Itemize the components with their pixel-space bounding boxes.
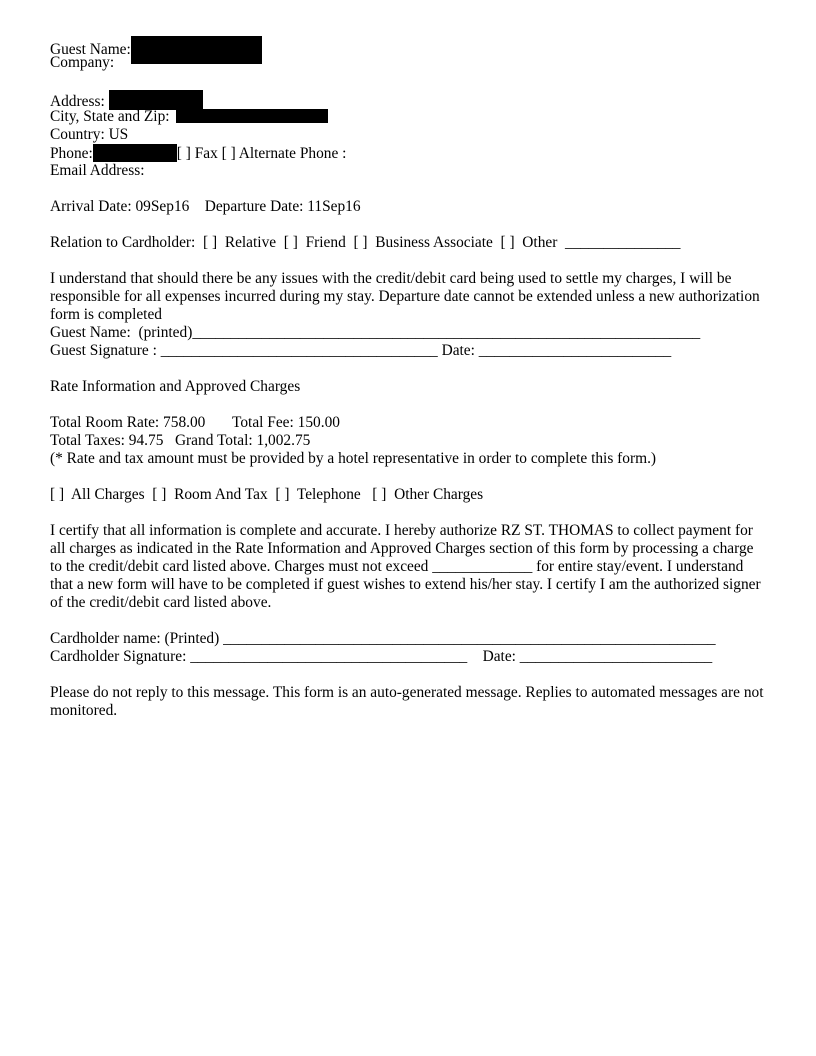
spacer bbox=[50, 252, 766, 270]
redacted-guest-name bbox=[131, 36, 262, 64]
understand-paragraph: I understand that should there be any issues with the credit/debit card being used to settle my charges, I will be responsible for all expenses incurred during my stay. Departure date cannot be extended unless a new authorization form is completed bbox=[50, 270, 760, 323]
guest-name-row bbox=[50, 36, 766, 58]
spacer bbox=[50, 360, 766, 378]
city-row bbox=[50, 108, 766, 126]
spacer bbox=[50, 504, 766, 522]
spacer bbox=[50, 72, 766, 90]
phone-suffix: [ ] Fax [ ] Alternate Phone : bbox=[176, 145, 347, 162]
rate-line-2: Total Taxes: 94.75 Grand Total: 1,002.75 bbox=[50, 432, 311, 449]
footer-note: Please do not reply to this message. This form is an auto-generated message. Replies to automated messages are not monitored. bbox=[50, 684, 764, 719]
city-label: City, State and Zip: bbox=[50, 108, 170, 125]
authorization-form bbox=[50, 36, 766, 720]
charges-line: [ ] All Charges [ ] Room And Tax [ ] Telephone [ ] Other Charges bbox=[50, 486, 484, 503]
redacted-address bbox=[109, 90, 203, 110]
spacer bbox=[50, 612, 766, 630]
rate-line-1: Total Room Rate: 758.00 Total Fee: 150.00 bbox=[50, 414, 340, 431]
address-row bbox=[50, 90, 766, 108]
company-label: Company: bbox=[50, 54, 115, 71]
dates-line: Arrival Date: 09Sep16 Departure Date: 11Sep16 bbox=[50, 198, 361, 215]
guest-signature-line: Guest Signature : ____________________________________ Date: _________________________ bbox=[50, 342, 672, 359]
address-label: Address: bbox=[50, 93, 105, 110]
cardholder-signature-line: Cardholder Signature: ____________________________________ Date: _________________________ bbox=[50, 648, 713, 665]
rate-note: (* Rate and tax amount must be provided by a hotel representative in order to complete this form.) bbox=[50, 450, 657, 467]
phone-label: Phone: bbox=[50, 145, 93, 162]
spacer bbox=[50, 180, 766, 198]
cardholder-name-line: Cardholder name: (Printed) ________________________________________________________________ bbox=[50, 630, 716, 647]
certify-paragraph: I certify that all information is complete and accurate. I hereby authorize RZ ST. THOMAS to collect payment for all charges as indicated in the Rate Information and Approved Charges section of this form by processing a charge to the credit/debit card listed above. Charges must not exceed _____________ for entire stay/event. I understand that a new form will have to be completed if guest wishes to extend his/her stay. I certify I am the authorized signer of the credit/debit card listed above. bbox=[50, 522, 761, 611]
email-label: Email Address: bbox=[50, 162, 145, 179]
phone-row bbox=[50, 144, 766, 162]
redacted-city bbox=[176, 109, 328, 123]
guest-printed-name-line: Guest Name: (printed)__________________________________________________________________ bbox=[50, 324, 701, 341]
spacer bbox=[50, 396, 766, 414]
spacer bbox=[50, 666, 766, 684]
guest-name-label: Guest Name: bbox=[50, 41, 131, 58]
rate-heading: Rate Information and Approved Charges bbox=[50, 378, 301, 395]
redacted-phone bbox=[93, 144, 177, 162]
spacer bbox=[50, 216, 766, 234]
relation-line: Relation to Cardholder: [ ] Relative [ ] Friend [ ] Business Associate [ ] Other _______________ bbox=[50, 234, 681, 251]
spacer bbox=[50, 468, 766, 486]
country-line: Country: US bbox=[50, 126, 129, 143]
